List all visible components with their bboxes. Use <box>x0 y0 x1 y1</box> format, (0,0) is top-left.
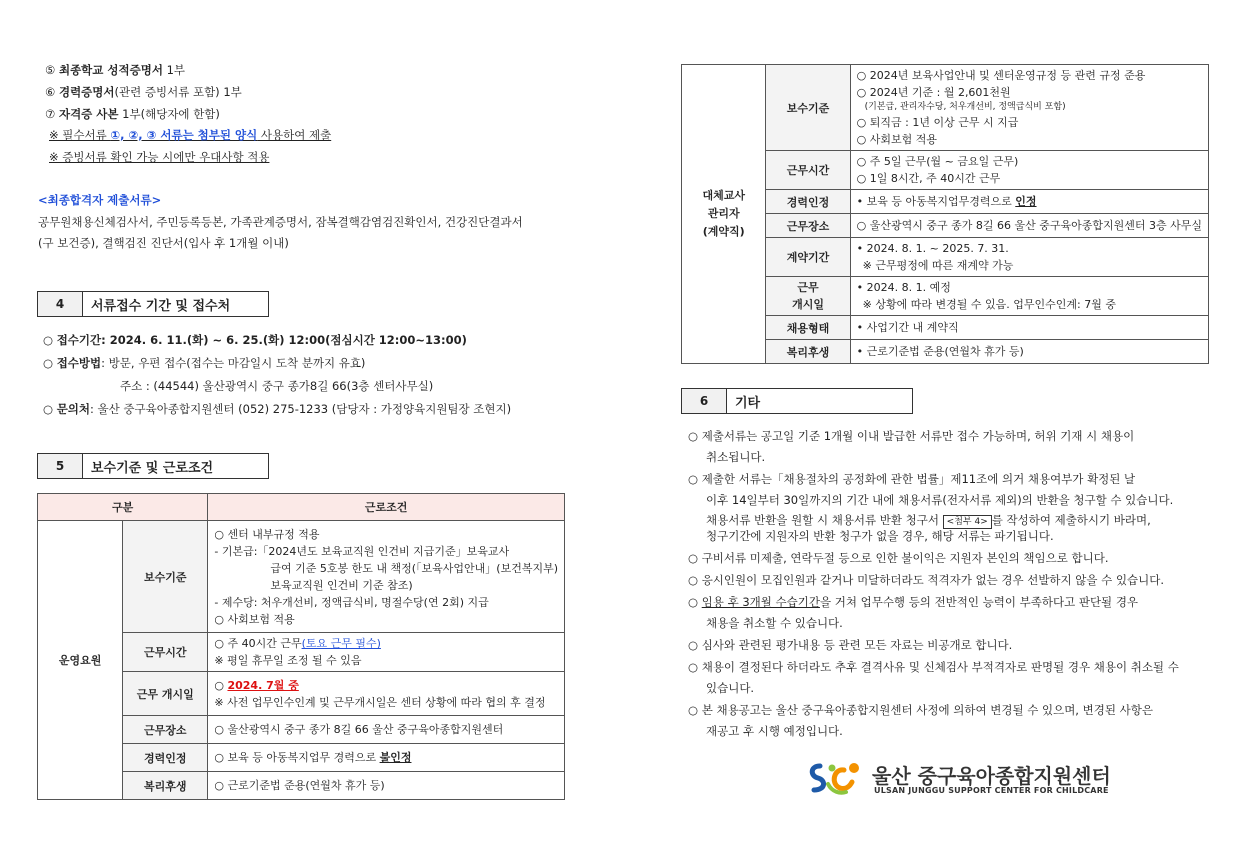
hours-label: 근무시간 <box>766 151 850 190</box>
doc-item-7 <box>45 106 220 122</box>
etc-item-2-cont <box>706 512 1151 529</box>
doc-name: 최종학교 성적증명서 <box>58 63 163 77</box>
etc-item-2: ○ 제출한 서류는「채용절차의 공정화에 관한 법률」제11조에 의거 채용여부가 확정된 날 <box>688 472 1136 486</box>
attached-form-link[interactable]: ①, ②, ③ 서류는 첨부된 양식 <box>110 128 258 142</box>
doc-item-6 <box>45 84 242 100</box>
section-number: 5 <box>38 454 83 478</box>
etc-item-1: ○ 제출서류는 공고일 기준 1개월 이내 발급한 서류만 접수 가능하며, 허위 기재 시 채용이 <box>688 429 1135 443</box>
career-label: 경력인정 <box>766 190 850 214</box>
doc-detail: 1부(해당자에 한함) <box>118 107 220 121</box>
welfare-value <box>850 340 1208 364</box>
pay-line: ○ 사회보험 적용 <box>214 612 295 626</box>
start-date-note: ※ 사전 업무인수인계 및 근무개시일은 센터 상황에 따라 협의 후 결정 <box>214 695 546 709</box>
place-label: 근무장소 <box>766 214 850 238</box>
section-number: 6 <box>682 389 727 413</box>
pay-line: ○ 2024년 보육사업안내 및 센터운영규정 등 관련 규정 준용 <box>856 69 1146 82</box>
start-date-value: 2024. 7월 중 <box>227 678 299 692</box>
etc-item-2-cont: 청구기간에 지원자의 반환 청구가 없을 경우, 해당 서류는 파기됩니다. <box>706 529 1054 543</box>
method-row: ○ 접수방법: 방문, 우편 접수(접수는 마감일시 도착 분까지 유효) <box>43 356 366 370</box>
career-text: ○ 보육 등 아동복지업무 경력으로 <box>214 751 380 764</box>
hours-line: ○ 주 5일 근무(월 ~ 금요일 근무) <box>856 155 1019 168</box>
contract-line: ※ 근무평정에 따른 재계약 가능 <box>862 259 1014 272</box>
hours-line: ○ 1일 8시간, 주 40시간 근무 <box>856 172 1001 185</box>
career-value <box>850 190 1208 214</box>
etc-text: 를 작성하여 제출하시기 바라며, <box>991 513 1151 527</box>
etc-item-7-cont: 있습니다. <box>706 681 755 695</box>
section-5-header <box>37 453 269 479</box>
substitute-manager-table <box>681 64 1209 364</box>
attachment-4-tag: <첨부 4> <box>943 515 992 529</box>
hours-cell <box>850 151 1208 190</box>
doc-num: ⑦ <box>45 107 56 121</box>
start-label-line: 근무 <box>797 281 819 294</box>
doc-item-5 <box>45 62 185 78</box>
note-text: ※ 필수서류 <box>49 128 111 142</box>
pay-line: - 기본급:「2024년도 보육교직원 인건비 지급기준」보육교사 <box>214 544 510 558</box>
doc-detail: 1부 <box>162 63 186 77</box>
start-line: ※ 상황에 따라 변경될 수 있음. 업무인수인계: 7월 중 <box>862 298 1116 311</box>
pay-line: 보육교직원 인건비 기준 참조) <box>270 578 413 592</box>
etc-item-7: ○ 채용이 결정된다 하더라도 추후 결격사유 및 신체검사 부적격자로 판명될 경우 채용이 취소될 수 <box>688 660 1179 674</box>
start-date-label: 근무 개시일 <box>123 672 208 716</box>
group-line: (계약직) <box>702 225 745 238</box>
start-text: ○ <box>214 678 228 692</box>
place-label: 근무장소 <box>123 716 208 744</box>
career-status: 불인정 <box>379 751 412 764</box>
contact-row: ○ 문의처: 울산 중구육아종합지원센터 (052) 275-1233 (담당자 : 가정양육지원팀장 조현지) <box>43 402 512 416</box>
etc-item-4: ○ 응시인원이 모집인원과 같거나 미달하더라도 적격자가 없는 경우 선발하지 않을 수 있습니다. <box>688 573 1165 587</box>
etc-item-3: ○ 구비서류 미제출, 연락두절 등으로 인한 불이익은 지원자 본인의 책임으로 합니다. <box>688 551 1109 565</box>
hours-label: 근무시간 <box>123 633 208 672</box>
final-docs-line1: 공무원채용신체검사서, 주민등록등본, 가족관계증명서, 잠복결핵감염검진확인서, 건강진단결과서 <box>38 215 523 229</box>
start-date-cell <box>850 277 1208 316</box>
doc-num: ⑥ <box>45 85 56 99</box>
hours-text: ○ 주 40시간 근무 <box>214 637 302 650</box>
method-label: 접수방법 <box>56 356 102 370</box>
section-title: 기타 <box>735 395 761 411</box>
section-title: 서류접수 기간 및 접수처 <box>91 298 231 314</box>
contract-label: 계약기간 <box>766 238 850 277</box>
etc-item-5 <box>688 594 1138 610</box>
etc-item-2-cont: 이후 14일부터 30일까지의 기간 내에 채용서류(전자서류 제외)의 반환을 청구할 수 있습니다. <box>706 493 1174 507</box>
welfare-text: ○ 근로기준법 준용(연월차 휴가 등) <box>214 779 385 792</box>
group-line: 관리자 <box>707 207 740 220</box>
section-number: 4 <box>38 292 83 316</box>
etc-item-8: ○ 본 채용공고는 울산 중구육아종합지원센터 사정에 의하여 변경될 수 있으며, 변경된 사항은 <box>688 703 1153 717</box>
final-docs-title: <최종합격자 제출서류> <box>38 193 162 207</box>
final-docs-line2: (구 보건증), 결핵검진 진단서(입사 후 1개월 이내) <box>38 236 289 250</box>
start-date-label <box>766 277 850 316</box>
career-text: • 보육 등 아동복지업무경력으로 <box>856 195 1016 208</box>
place-value <box>208 716 565 744</box>
welfare-label: 복리후생 <box>123 772 208 800</box>
etc-text: ○ <box>688 595 702 609</box>
place-value <box>850 214 1208 238</box>
pay-line: ○ 센터 내부규정 적용 <box>214 527 320 541</box>
employment-type-text: • 사업기간 내 계약직 <box>856 321 959 334</box>
pay-line: ○ 2024년 기준 : 월 2,601천원 <box>856 86 1011 99</box>
employment-type-value <box>850 316 1208 340</box>
group-line: 대체교사 <box>702 189 745 202</box>
required-docs-note <box>49 127 331 143</box>
pay-line: - 제수당: 처우개선비, 정액급식비, 명절수당(연 2회) 지급 <box>214 595 489 609</box>
pay-line: ○ 퇴직금 : 1년 이상 근무 시 지급 <box>856 116 1019 129</box>
etc-item-1-cont: 취소됩니다. <box>706 450 766 464</box>
career-value <box>208 744 565 772</box>
start-line: • 2024. 8. 1. 예정 <box>856 281 951 294</box>
section-6-header <box>681 388 913 414</box>
section-title: 보수기준 및 근로조건 <box>91 460 214 476</box>
start-label-line: 개시일 <box>792 298 824 311</box>
place-text: ○ 울산광역시 중구 종가 8길 66 울산 중구육아종합지원센터 3층 사무실 <box>856 219 1202 232</box>
pay-line: ○ 사회보험 적용 <box>856 133 938 146</box>
doc-name: 경력증명서 <box>58 85 115 99</box>
saturday-work-required: (토요 근무 필수) <box>301 637 381 650</box>
probation-period: 임용 후 3개월 수습기간 <box>701 595 820 609</box>
etc-item-8-cont: 재공고 후 시행 예정입니다. <box>706 724 843 738</box>
welfare-text: • 근로기준법 준용(연월차 휴가 등) <box>856 345 1024 358</box>
hours-cell <box>208 633 565 672</box>
note-text: 사용하여 제출 <box>257 128 332 142</box>
hours-note: ※ 평일 휴무일 조정 될 수 있음 <box>214 654 362 667</box>
period-value: : 2024. 6. 11.(화) ~ 6. 25.(화) 12:00(점심시간 12:00~13:00) <box>101 333 467 347</box>
contract-line: • 2024. 8. 1. ~ 2025. 7. 31. <box>856 242 1009 255</box>
place-text: ○ 울산광역시 중구 종가 8길 66 울산 중구육아종합지원센터 <box>214 723 504 736</box>
pay-label: 보수기준 <box>123 521 208 633</box>
address: 주소 : (44544) 울산광역시 중구 종가8길 66(3층 센터사무실) <box>120 379 434 393</box>
period-label: 접수기간 <box>56 333 102 347</box>
group-substitute-manager <box>682 65 766 364</box>
evidence-note: ※ 증빙서류 확인 가능 시에만 우대사항 적용 <box>49 150 270 164</box>
work-conditions-table <box>37 493 565 800</box>
center-logo-icon <box>806 758 866 798</box>
group-operation-staff: 운영요원 <box>38 521 123 800</box>
pay-line: 급여 기준 5호봉 한도 내 책정(「보육사업안내」(보건복지부) <box>270 561 558 575</box>
center-name: 울산 중구육아종합지원센터 <box>872 764 1111 788</box>
employment-type-label: 채용형태 <box>766 316 850 340</box>
welfare-value <box>208 772 565 800</box>
start-date-cell <box>208 672 565 716</box>
section-4-header <box>37 291 269 317</box>
contact-value: : 울산 중구육아종합지원센터 (052) 275-1233 (담당자 : 가정양육지원팀장 조현지) <box>90 402 512 416</box>
etc-text: 을 거쳐 업무수행 등의 전반적인 능력이 부족하다고 판단될 경우 <box>819 595 1139 609</box>
contract-cell <box>850 238 1208 277</box>
etc-item-6: ○ 심사와 관련된 평가내용 등 관련 모든 자료는 비공개로 합니다. <box>688 638 1013 652</box>
career-label: 경력인정 <box>123 744 208 772</box>
period-row: ○ 접수기간: 2024. 6. 11.(화) ~ 6. 25.(화) 12:00(점심시간 12:00~13:00) <box>43 333 467 347</box>
pay-cell <box>850 65 1208 151</box>
pay-cell <box>208 521 565 633</box>
table-header-category: 구분 <box>38 494 208 521</box>
pay-note: (기본급, 관리자수당, 처우개선비, 정액급식비 포함) <box>864 102 1066 112</box>
doc-name: 자격증 사본 <box>58 107 119 121</box>
contact-label: 문의처 <box>56 402 91 416</box>
etc-item-5-cont: 채용을 취소할 수 있습니다. <box>706 616 843 630</box>
welfare-label: 복리후생 <box>766 340 850 364</box>
doc-detail: (관련 증빙서류 포함) 1부 <box>114 85 242 99</box>
pay-label: 보수기준 <box>766 65 850 151</box>
center-name-english: ULSAN JUNGGU SUPPORT CENTER FOR CHILDCARE <box>874 786 1109 795</box>
table-header-conditions: 근로조건 <box>208 494 565 521</box>
etc-text: 채용서류 반환을 원할 시 채용서류 반환 청구서 <box>706 513 943 527</box>
method-value: : 방문, 우편 접수(접수는 마감일시 도착 분까지 유효) <box>101 356 366 370</box>
career-status: 인정 <box>1015 195 1037 208</box>
doc-num: ⑤ <box>45 63 56 77</box>
